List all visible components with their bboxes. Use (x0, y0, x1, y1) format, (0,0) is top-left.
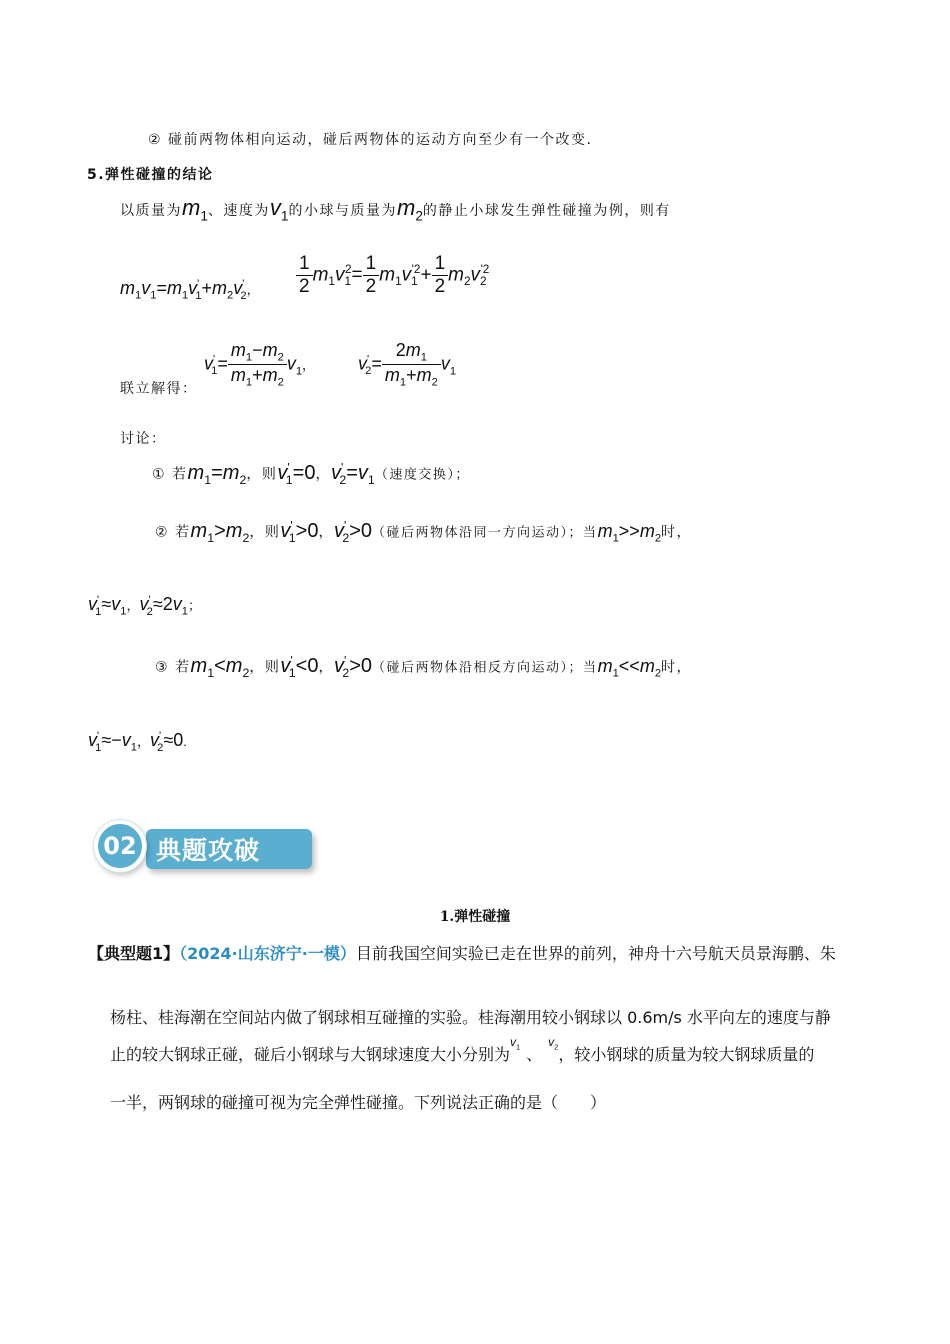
symbol-v1: $v_1$ (269, 195, 289, 224)
intro-text-2: 、速度为 (207, 203, 270, 219)
case-2-condition: ② 若$m_1>m_2$，则$v'_1>0$，$v'_2>0$（碰后两物体沿同一方向运动）；当$m_1>>m_2$时， (155, 518, 693, 545)
case-3-note: （碰后两物体沿相反方向运动）；当 (372, 660, 598, 676)
case-1-then: ，则 (246, 466, 278, 483)
intro-text-3: 的小球与质量为 (288, 203, 397, 219)
problem-tag: 【典型题1】 (88, 944, 180, 963)
case-2-then: ，则 (249, 524, 281, 541)
intro-text-4: 的静止小球发生弹性碰撞为例，则有 (422, 203, 671, 219)
problem-source: （2024·山东济宁·一模） (179, 944, 356, 963)
case-3-when: 时， (661, 659, 693, 676)
banner-number-badge (94, 820, 146, 872)
case-3-then: ，则 (249, 659, 281, 676)
case-2-result: $v'_1\approx v_1$，$v'_2\approx 2v_1$； (88, 594, 201, 618)
case-3-marker: ③ 若 (155, 659, 191, 676)
case-2-comma: ， (318, 524, 334, 541)
symbol-v2-small: v2 (548, 1035, 559, 1052)
solution-v1: $v'_1=$ $\frac{m_1-m_2}{m_1+m_2}$ $v_1$， (204, 340, 316, 390)
case-3-comma: ， (318, 659, 334, 676)
problem-text-3b: 、 (526, 1045, 543, 1064)
symbol-v1-small: v1 (510, 1035, 521, 1052)
problem-line-1 (88, 941, 836, 964)
case-1-comma: ， (315, 466, 331, 483)
case-2-note: （碰后两物体沿同一方向运动）；当 (372, 525, 598, 541)
symbol-m2: $m_2$ (396, 195, 423, 224)
section-5-title: 5.弹性碰撞的结论 (87, 167, 214, 183)
momentum-equation: $m_1v_1=m_1v'_1+m_2v'_2$， (120, 278, 260, 302)
energy-equation: $\frac{1}{2}$ $m_1v_1^2=$ $\frac{1}{2}$ $m_1v_1^{'2}+$ $\frac{1}{2}$ $m_2v_2^{'2}$ (296, 253, 489, 298)
case-1-marker: ① 若 (152, 466, 188, 483)
case-3-condition: ③ 若$m_1<m_2$，则$v'_1<0$，$v'_2>0$（碰后两物体沿相反方向运动）；当$m_1<<m_2$时， (155, 653, 693, 680)
case-3-result: $v'_1\approx-v_1$，$v'_2\approx 0$. (88, 730, 187, 754)
case-2-text: ② 碰前两物体相向运动，碰后两物体的运动方向至少有一个改变. (148, 132, 593, 148)
discuss-label: 讨论： (120, 431, 167, 447)
problem-text-3a: 止的较大钢球正碰，碰后小钢球与大钢球速度大小分别为 (110, 1045, 511, 1064)
case-2-when: 时， (661, 524, 693, 541)
case-2-marker: ② 若 (155, 524, 191, 541)
symbol-m1: $m_1$ (182, 195, 208, 224)
subsection-title: 1.弹性碰撞 (439, 909, 511, 925)
banner-title: 典题攻破 (156, 836, 261, 865)
problem-line-3 (110, 1035, 815, 1065)
problem-text-1: 目前我国空间实验已走在世界的前列，神舟十六号航天员景海鹏、朱 (355, 944, 836, 963)
solution-v2: $v'_2=$ $\frac{2m_1}{m_1+m_2}$ $v_1$ (358, 340, 457, 390)
problem-line-2: 杨柱、桂海潮在空间站内做了钢球相互碰撞的实验。桂海潮用较小钢球以 0.6m/s 水平向左的速度与静 (110, 1008, 831, 1027)
problem-text-3c: ，较小钢球的质量为较大钢球质量的 (558, 1045, 815, 1064)
case-1-note: （速度交换）； (374, 467, 470, 483)
banner-number: 02 (103, 832, 137, 860)
solve-label: 联立解得： (120, 381, 198, 397)
intro-sentence (120, 195, 671, 223)
intro-text-1: 以质量为 (120, 203, 182, 219)
case-1: ① 若$m_1=m_2$，则$v'_1=0$，$v'_2=v_1$（速度交换）； (152, 460, 470, 487)
problem-line-4: 一半，两钢球的碰撞可视为完全弹性碰撞。下列说法正确的是（ ） (110, 1093, 607, 1112)
section-banner (146, 829, 312, 869)
